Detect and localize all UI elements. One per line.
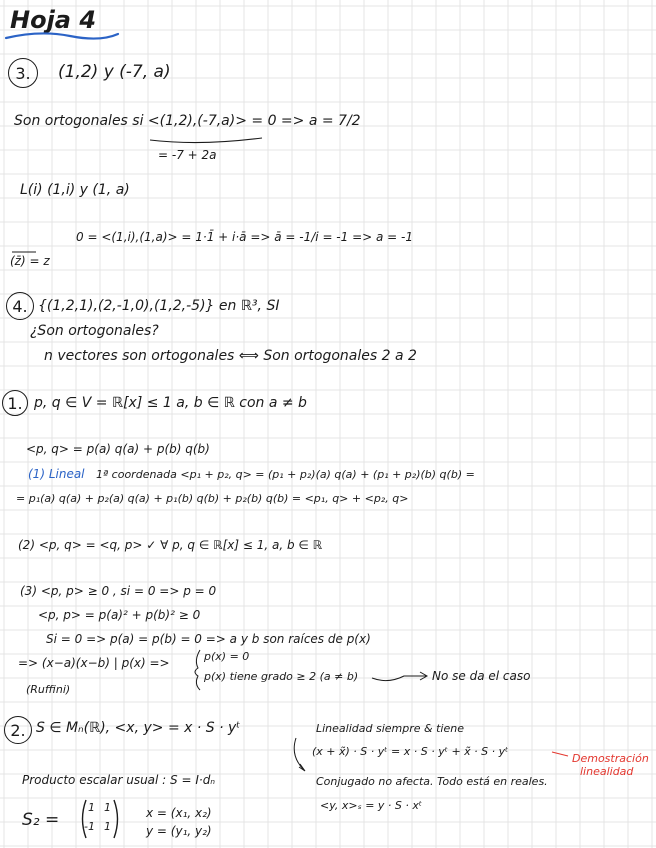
conjugate-identity: (z̄) = z — [10, 254, 50, 268]
page-title: Hoja 4 — [10, 6, 97, 34]
ruffini-note: (Ruffini) — [26, 683, 71, 696]
linearity-note: Linealidad siempre & tiene — [316, 722, 464, 735]
positivity-line-4: => (x−a)(x−b) | p(x) => — [18, 656, 170, 670]
usual-product: Producto escalar usual : S = I·dₙ — [22, 773, 216, 787]
exercise-2-number-text: 2. — [10, 720, 26, 740]
x-definition: x = (x₁, x₂) — [146, 806, 212, 820]
s2-label: S₂ = — [22, 810, 60, 830]
proof-note-line-1: Demostración — [572, 752, 649, 765]
linearity-line-2: = p₁(a) q(a) + p₂(a) q(a) + p₁(b) q(b) + p₂(b) q(b) = <p₁, q> + <p₂, q> — [16, 492, 409, 505]
complex-case: L(i) (1,i) y (1, a) — [20, 182, 130, 198]
positivity-conclusion: No se da el caso — [432, 669, 531, 683]
positivity-line-2: <p, p> = p(a)² + p(b)² ≥ 0 — [38, 608, 201, 622]
exercise-4-question: ¿Son ortogonales? — [30, 323, 159, 339]
proof-note-line-2: linealidad — [580, 765, 634, 778]
symmetry-check: <y, x>ₛ = y · S · xᵗ — [320, 799, 423, 812]
y-definition: y = (y₁, y₂) — [146, 824, 212, 838]
symmetry-line: (2) <p, q> = <q, p> ✓ ∀ p, q ∈ ℝ[x] ≤ 1, a, b ∈ ℝ — [18, 538, 323, 552]
exercise-2-setup: S ∈ Mₙ(ℝ), <x, y> = x · S · yᵗ — [36, 720, 241, 736]
linearity-label: (1) Lineal — [28, 467, 85, 481]
matrix-cell-1-2: 1 — [104, 801, 111, 814]
s2-matrix — [78, 798, 122, 840]
inner-product-definition: <p, q> = p(a) q(a) + p(b) q(b) — [26, 442, 210, 456]
matrix-brackets — [78, 798, 122, 840]
linearity-expansion: (x + x̃) · S · yᵗ = x · S · yᵗ + x̃ · S · yᵗ — [312, 745, 509, 758]
exercise-4-number — [6, 292, 34, 320]
exercise-3-number-text: 3. — [15, 63, 31, 83]
positivity-line-1: (3) <p, p> ≥ 0 , si = 0 => p = 0 — [20, 584, 217, 598]
linearity-line-1: 1ª coordenada <p₁ + p₂, q> = (p₁ + p₂)(a) q(a) + (p₁ + p₂)(b) q(b) = — [96, 468, 475, 481]
positivity-line-3: Si = 0 => p(a) = p(b) = 0 => a y b son raíces de p(x) — [46, 632, 371, 646]
conjugate-note: Conjugado no afecta. Todo está en reales. — [316, 775, 548, 788]
complex-calculation: 0 = <(1,i),(1,a)> = 1·1̄ + i·ā => ā = -1/i = -1 => a = -1 — [76, 230, 414, 244]
matrix-cell-2-2: 1 — [104, 820, 111, 833]
orthogonality-calculation: = -7 + 2a — [158, 148, 217, 162]
orthogonality-condition: Son ortogonales si <(1,2),(-7,a)> = 0 => a = 7/2 — [14, 113, 361, 129]
matrix-cell-2-1: -1 — [84, 820, 95, 833]
exercise-3-number — [8, 58, 38, 88]
exercise-4-number-text: 4. — [12, 296, 28, 316]
positivity-brace-case-1: p(x) = 0 — [204, 650, 250, 663]
exercise-1-setup: p, q ∈ V = ℝ[x] ≤ 1 a, b ∈ ℝ con a ≠ b — [34, 395, 307, 411]
exercise-1-number-text: 1. — [7, 393, 23, 413]
exercise-4-set: {(1,2,1),(2,-1,0),(1,2,-5)} en ℝ³, SI — [38, 298, 280, 314]
exercise-1-number — [2, 390, 28, 416]
matrix-cell-1-1: 1 — [88, 801, 95, 814]
exercise-3-vectors: (1,2) y (-7, a) — [58, 62, 171, 82]
exercise-2-number — [4, 716, 32, 744]
exercise-4-statement: n vectores son ortogonales ⟺ Son ortogonales 2 a 2 — [44, 348, 417, 364]
positivity-brace-case-2: p(x) tiene grado ≥ 2 (a ≠ b) — [204, 670, 359, 683]
